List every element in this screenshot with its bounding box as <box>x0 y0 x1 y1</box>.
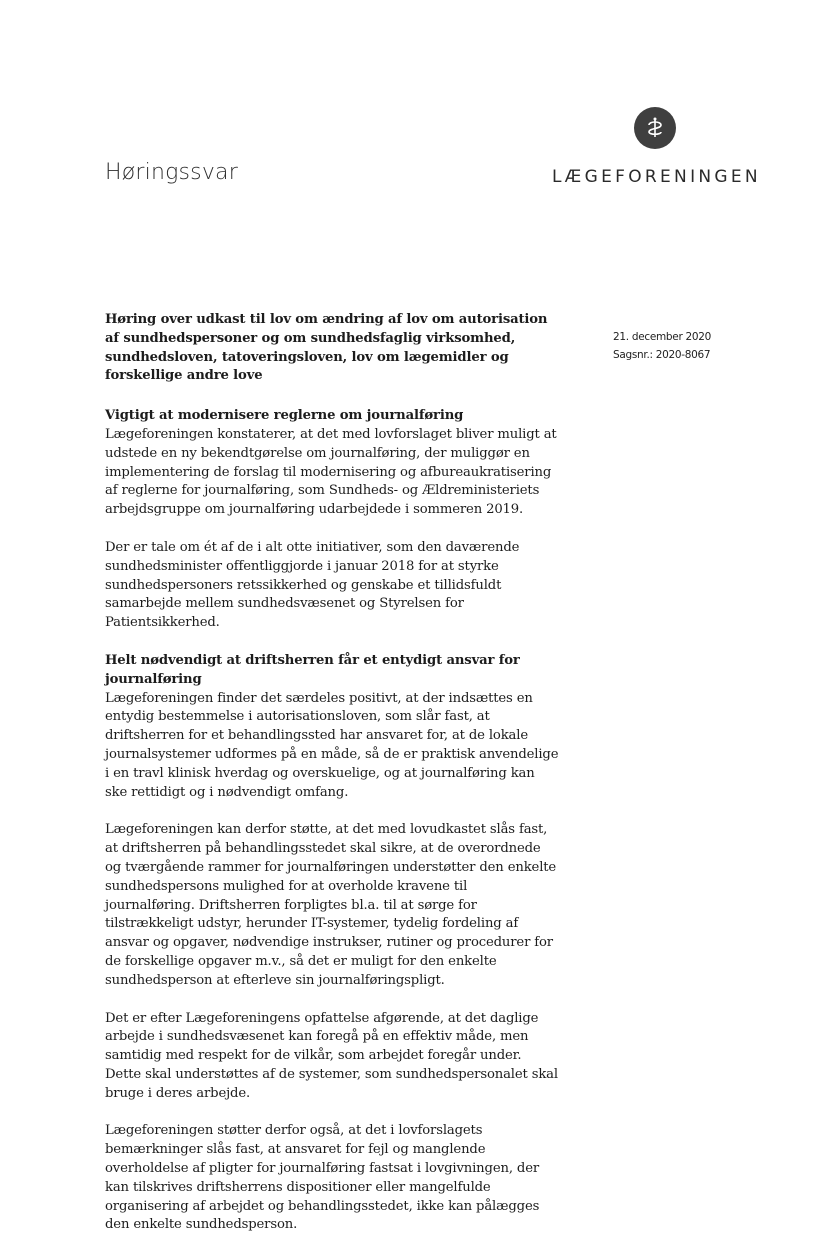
paragraph: Lægeforeningen finder det særdeles positivt, at der indsættes en entydig bestemmelse i autorisationsloven, som slår fast, at driftsherren for et behandlingssted har ansvaret for, at de lokale journalsystemer udformes på en måde, så de er praktisk anvendelige i en travl klinisk hverdag og overskuelige, og at journalføring kan ske rettidigt og i nødvendigt omfang. <box>105 690 559 800</box>
document-type-title: Høringssvar <box>105 160 238 185</box>
paragraph: Lægeforeningen kan derfor støtte, at det med lovudkastet slås fast, at driftsherren på behandlingsstedet skal sikre, at de overordnede og tværgående rammer for journalføringen understøtter den enkelte sundhedspersons mulighed for at overholde kravene til journalføring. Driftsherren forpligtes bl.a. til at sørge for tilstrækkeligt udstyr, herunder IT-systemer, tydelig fordeling af ansvar og opgaver, nødvendige instrukser, rutiner og procedurer for de forskellige opgaver m.v., så det er muligt for den enkelte sundhedsperson at efterleve sin journalføringspligt. <box>105 822 557 988</box>
document-date: 21. december 2020 <box>613 331 712 343</box>
letter-subject: Høring over udkast til lov om ændring af lov om autorisation af sundhedspersoner og om sundhedsfaglig virksomhed, sundhedsloven, tatoveringsloven, lov om lægemidler og forskellige andre love <box>105 312 548 384</box>
case-number: Sagsnr.: 2020-8067 <box>613 349 711 361</box>
section-heading: Vigtigt at modernisere reglerne om journalføring <box>105 408 464 424</box>
letter-body <box>105 311 560 1254</box>
section-operator-responsibility <box>105 652 560 802</box>
snake-staff-icon <box>640 113 670 143</box>
laegeforeningen-logo-icon <box>634 107 676 149</box>
paragraph: Lægeforeningen støtter derfor også, at det i lovforslagets bemærkninger slås fast, at ansvaret for fejl og manglende overholdelse af pligter for journalføring fastsat i lovgivningen, der kan tilskrives driftsherrens dispositioner eller mangelfulde organisering af arbejdet og behandlingsstedet, ikke kan pålægges den enkelte sundhedsperson. <box>105 1123 540 1233</box>
document-meta <box>613 328 711 364</box>
paragraph: Der er tale om ét af de i alt otte initiativer, som den daværende sundhedsminister offentliggjorde i januar 2018 for at styrke sundhedspersoners retssikkerhed og genskabe et tillidsfuldt samarbejde mellem sundhedsvæsenet og Styrelsen for Patientsikkerhed. <box>105 539 520 631</box>
paragraph: Det er efter Lægeforeningens opfattelse afgørende, at det daglige arbejde i sundhedsvæsenet kan foregå på en effektiv måde, men samtidig med respekt for de vilkår, som arbejdet foregår under. Dette skal understøttes af de systemer, som sundhedspersonalet skal bruge i deres arbejde. <box>105 1010 558 1101</box>
section-journal-modernization <box>105 407 560 520</box>
organization-logo-text: LÆGEFORENINGEN <box>552 167 761 187</box>
section-heading: Helt nødvendigt at driftsherren får et entydigt ansvar for journalføring <box>105 652 520 687</box>
paragraph: Lægeforeningen konstaterer, at det med lovforslaget bliver muligt at udstede en ny bekendtgørelse om journalføring, der muliggør en implementering de forslag til modernisering og afbureaukratisering af reglerne for journalføring, som Sundheds- og Ældreministeriets arbejdsgruppe om journalføring udarbejdede i sommeren 2019. <box>105 426 557 518</box>
